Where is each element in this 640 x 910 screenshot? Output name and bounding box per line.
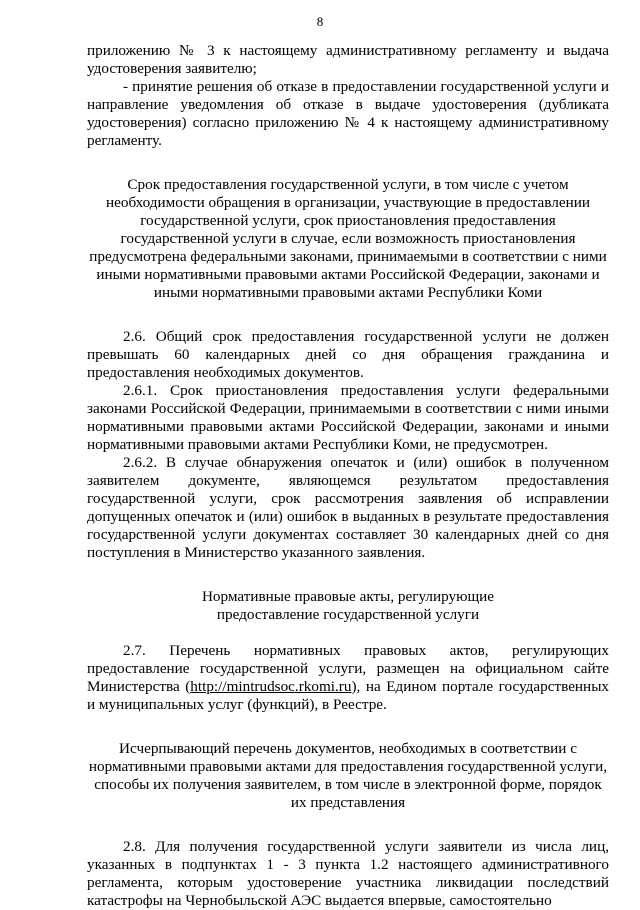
paragraph-2-8: 2.8. Для получения государственной услуги заявители из числа лиц, указанных в подпунктах 1 - 3 пункта 1.2 настоящего административного регламента, которым удостоверение участника ликвидации последствий катастрофы на Чернобыльской АЭС выдается впервые, самостоятельно (87, 838, 609, 909)
paragraph-2-6: 2.6. Общий срок предоставления государственной услуги не должен превышать 60 календарных дней со дня обращения гражданина и предоставления необходимых документов. (87, 328, 609, 381)
paragraph-2-7-text-before: 2.7. Перечень нормативных правовых актов, регулирующих предоставление государственной услуги, размещен на официальном сайте Министерства ( (87, 642, 609, 695)
paragraph-2-7 (87, 642, 609, 714)
heading-documents-list: Исчерпывающий перечень документов, необходимых в соответствии с нормативными правовыми актами для предоставления государственной услуги, способы их получения заявителем, в том числе в электронной форме, порядок их представления (88, 740, 608, 811)
heading-service-term: Срок предоставления государственной услуги, в том числе с учетом необходимости обращения в организации, участвующие в предоставлении государственной услуги, срок приостановления предоставления государственной услуги в случае, если возможность приостановления предусмотрена федеральными законами, принимаемыми в соответствии с ними иными нормативными правовыми актами Российской Федерации, законами и иными нормативными правовыми актами Республики Коми (89, 176, 607, 301)
heading-legal-acts-line1: Нормативные правовые акты, регулирующие (201, 588, 495, 605)
paragraph-annex-3: приложению № 3 к настоящему административному регламенту и выдача удостоверения заявителю; (87, 42, 609, 77)
heading-legal-acts (87, 588, 609, 624)
paragraph-2-6-1: 2.6.1. Срок приостановления предоставления услуги федеральными законами Российской Федерации, принимаемыми в соответствии с ними иными нормативными правовыми актами Российской Федерации, законами и иными нормативными правовыми актами Республики Коми, не предусмотрен. (87, 382, 609, 453)
page-number: 8 (316, 14, 324, 29)
heading-legal-acts-line2: предоставление государственной услуги (216, 606, 480, 623)
document-body (87, 42, 609, 910)
paragraph-2-6-2: 2.6.2. В случае обнаружения опечаток и (или) ошибок в полученном заявителем документе, являющемся результатом предоставления государственной услуги, срок рассмотрения заявления об исправлении допущенных опечаток и (или) ошибок в выданных в результате предоставления государственной услуги документах составляет 30 календарных дней со дня поступления в Министерство указанного заявления. (87, 454, 609, 561)
paragraph-2-7-text-after: ), на Едином портале государственных и муниципальных услуг (функций), в Реестре. (87, 678, 609, 713)
ministry-website-link[interactable]: http://mintrudsoc.rkomi.ru (190, 678, 352, 695)
paragraph-refusal-decision: - принятие решения об отказе в предоставлении государственной услуги и направление уведомления об отказе в выдаче удостоверения (дубликата удостоверения) согласно приложению № 4 к настоящему административному регламенту. (87, 78, 609, 149)
